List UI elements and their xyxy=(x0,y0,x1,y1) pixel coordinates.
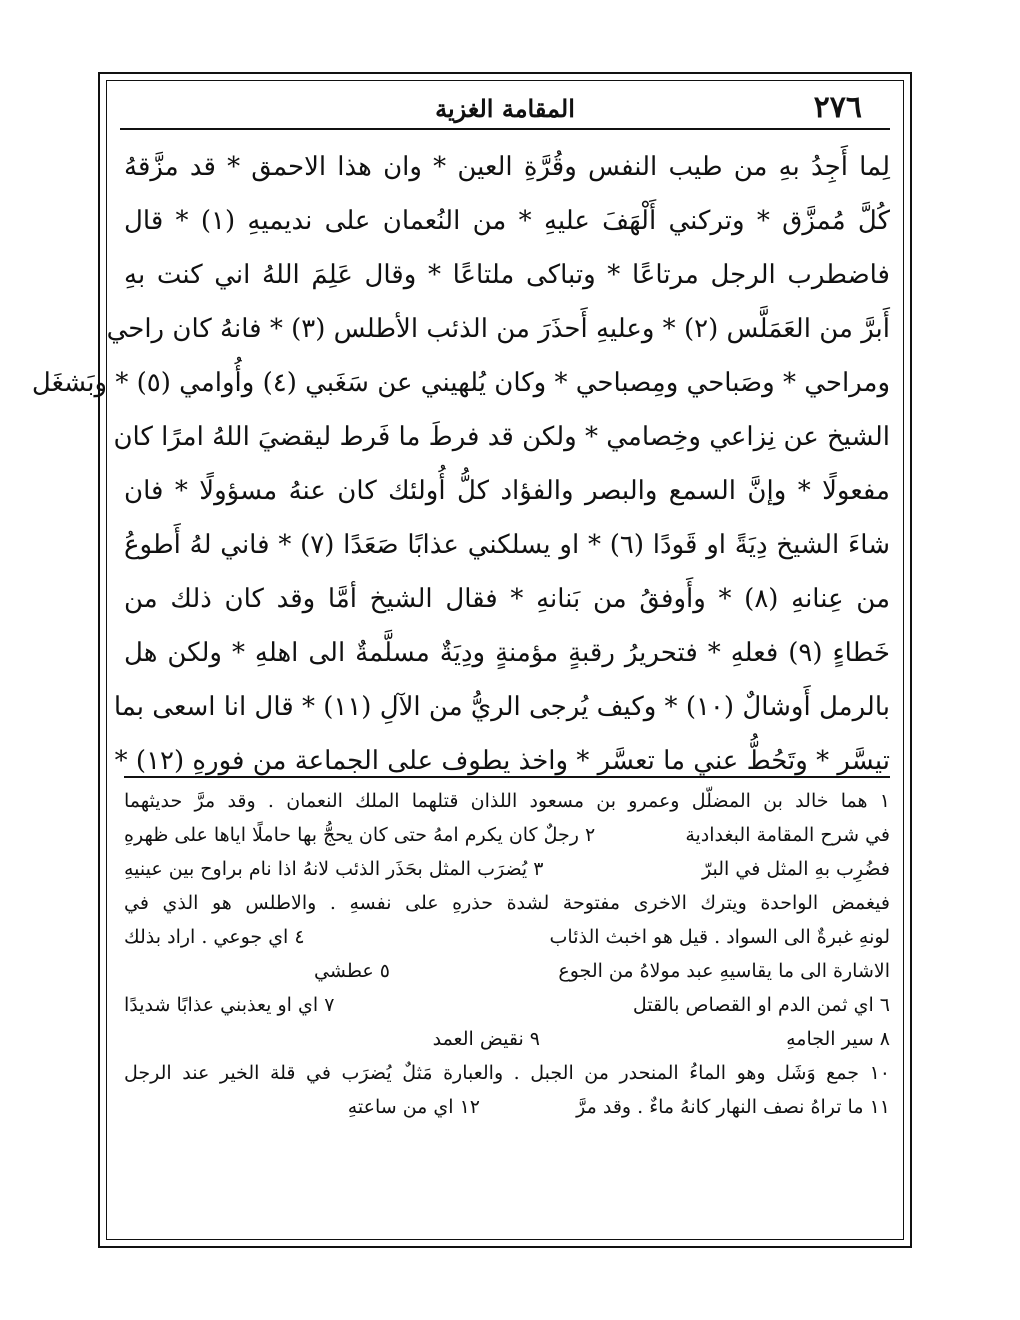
footnote-text: ٢ رجلٌ كان يكرم امهُ حتى كان يحجُّ بها حاملًا اياها على ظهرهِ xyxy=(124,824,596,846)
footnote-line: ١٠ جمع وَشَل وهو الماءُ المنحدر من الجبل . والعبارة مَثلٌ يُضرَب في قلة الخير عند الرجل xyxy=(124,1062,890,1084)
text-line: ومراحي * وصَباحي ومِصباحي * وكان يُلهيني عن سَغَبي (٤) وأُوامي (٥) * وبَشغَل xyxy=(31,368,890,398)
footnote-text: ٨ سير الجامهِ xyxy=(786,1028,890,1050)
text-line: كُلَّ مُمزَّق * وتركني أَلْهَفَ عليهِ * من النُعمان على نديميهِ (١) * قال xyxy=(124,206,890,236)
text-line: فاضطرب الرجل مرتاعًا * وتباكى ملتاعًا * وقال عَلِمَ اللهُ اني كنت بهِ xyxy=(124,260,890,290)
text-line: تيسَّر * وتَحُطُّ عني ما تعسَّر * واخذ يطوف على الجماعة من فورهِ (١٢) * xyxy=(114,746,890,776)
footnote-line: فيغمض الواحدة ويترك الاخرى مفتوحة لشدة حذرهِ على نفسهِ . والاطلس هو الذي في xyxy=(124,892,890,914)
text-line: أَبرَّ من العَمَلَّس (٢) * وعليهِ أَحذَرَ من الذئب الأطلس (٣) * فانهُ كان راحي xyxy=(106,314,890,344)
footnote-text: ١١ ما تراهُ نصف النهار كانهُ ماءٌ . وقد مرَّ xyxy=(576,1096,890,1118)
footnote-text: لونهِ غبرةٌ الى السواد . قيل هو اخبث الذئاب xyxy=(549,926,890,948)
page-header xyxy=(120,86,890,126)
footnote-text: ٧ اي او يعذبني عذابًا شديدًا xyxy=(124,994,335,1016)
footnote-line xyxy=(124,1090,890,1124)
text-line: لِما أَجِدُ بهِ من طيب النفس وقُرَّةِ العين * وان هذا الاحمق * قد مزَّقهُ xyxy=(124,152,890,182)
text-line: من عِنانهِ (٨) * وأَوفقُ من بَنانهِ * فقال الشيخ أمَّا وقد كان ذلك من xyxy=(124,584,890,614)
footnote-line xyxy=(124,1022,890,1056)
text-line: الشيخ عن نِزاعي وخِصامي * ولكن قد فرطَ ما فَرط ليقضيَ اللهُ امرًا كان xyxy=(113,422,890,452)
footnote-text: ٥ عطشي xyxy=(314,960,390,982)
footnote-line xyxy=(124,988,890,1022)
footnote-text: في شرح المقامة البغدادية xyxy=(685,824,890,846)
text-line: خَطاءٍ (٩) فعلهِ * فتحريرُ رقبةٍ مؤمنةٍ ودِيَةٌ مسلَّمةٌ الى اهلهِ * ولكن هل xyxy=(124,638,890,668)
footnote-text: الاشارة الى ما يقاسيهِ عبد مولاهُ من الجوع xyxy=(558,960,890,982)
footnote-text: ٤ اي جوعي . اراد بذلك xyxy=(124,926,305,948)
main-text xyxy=(31,140,890,788)
footnote-text: ٣ يُضرَب المثل بحَذَر الذئب لانهُ اذا نام براوح بين عينيهِ xyxy=(124,858,544,880)
footnote-line: ١ هما خالد بن المضلّل وعمرو بن مسعود اللذان قتلهما الملك النعمان . وقد مرَّ حديثهما xyxy=(124,790,890,812)
footnote-line xyxy=(124,818,890,852)
footnote-text: فضُرِب بهِ المثل في البرّ xyxy=(702,858,890,880)
footnote-text: ٦ اي ثمن الدم او القصاص بالقتل xyxy=(632,994,890,1016)
text-line: شاءَ الشيخ دِيَةً او قَودًا (٦) * او يسلكني عذابًا صَعَدًا (٧) * فاني لهُ أَطوعُ xyxy=(124,530,890,560)
running-title: المقامة الغزية xyxy=(435,94,575,123)
footnote-line xyxy=(124,920,890,954)
page-number: ٢٧٦ xyxy=(813,90,862,125)
text-line: مفعولًا * وإنَّ السمع والبصر والفؤاد كلُّ أُولئك كان عنهُ مسؤولًا * فان xyxy=(124,476,890,506)
text-line: بالرمل أَوشالٌ (١٠) * وكيف يُرجى الريُّ من الآلِ (١١) * قال انا اسعى بما xyxy=(113,692,890,722)
footnote-text: ٩ نقيض العمد xyxy=(432,1028,540,1050)
footnotes-rule xyxy=(124,776,890,778)
footnote-text: ١٢ اي من ساعتهِ xyxy=(347,1096,480,1118)
header-rule xyxy=(120,128,890,130)
footnote-line xyxy=(124,852,890,886)
footnotes xyxy=(124,784,890,1124)
footnote-line xyxy=(124,954,890,988)
